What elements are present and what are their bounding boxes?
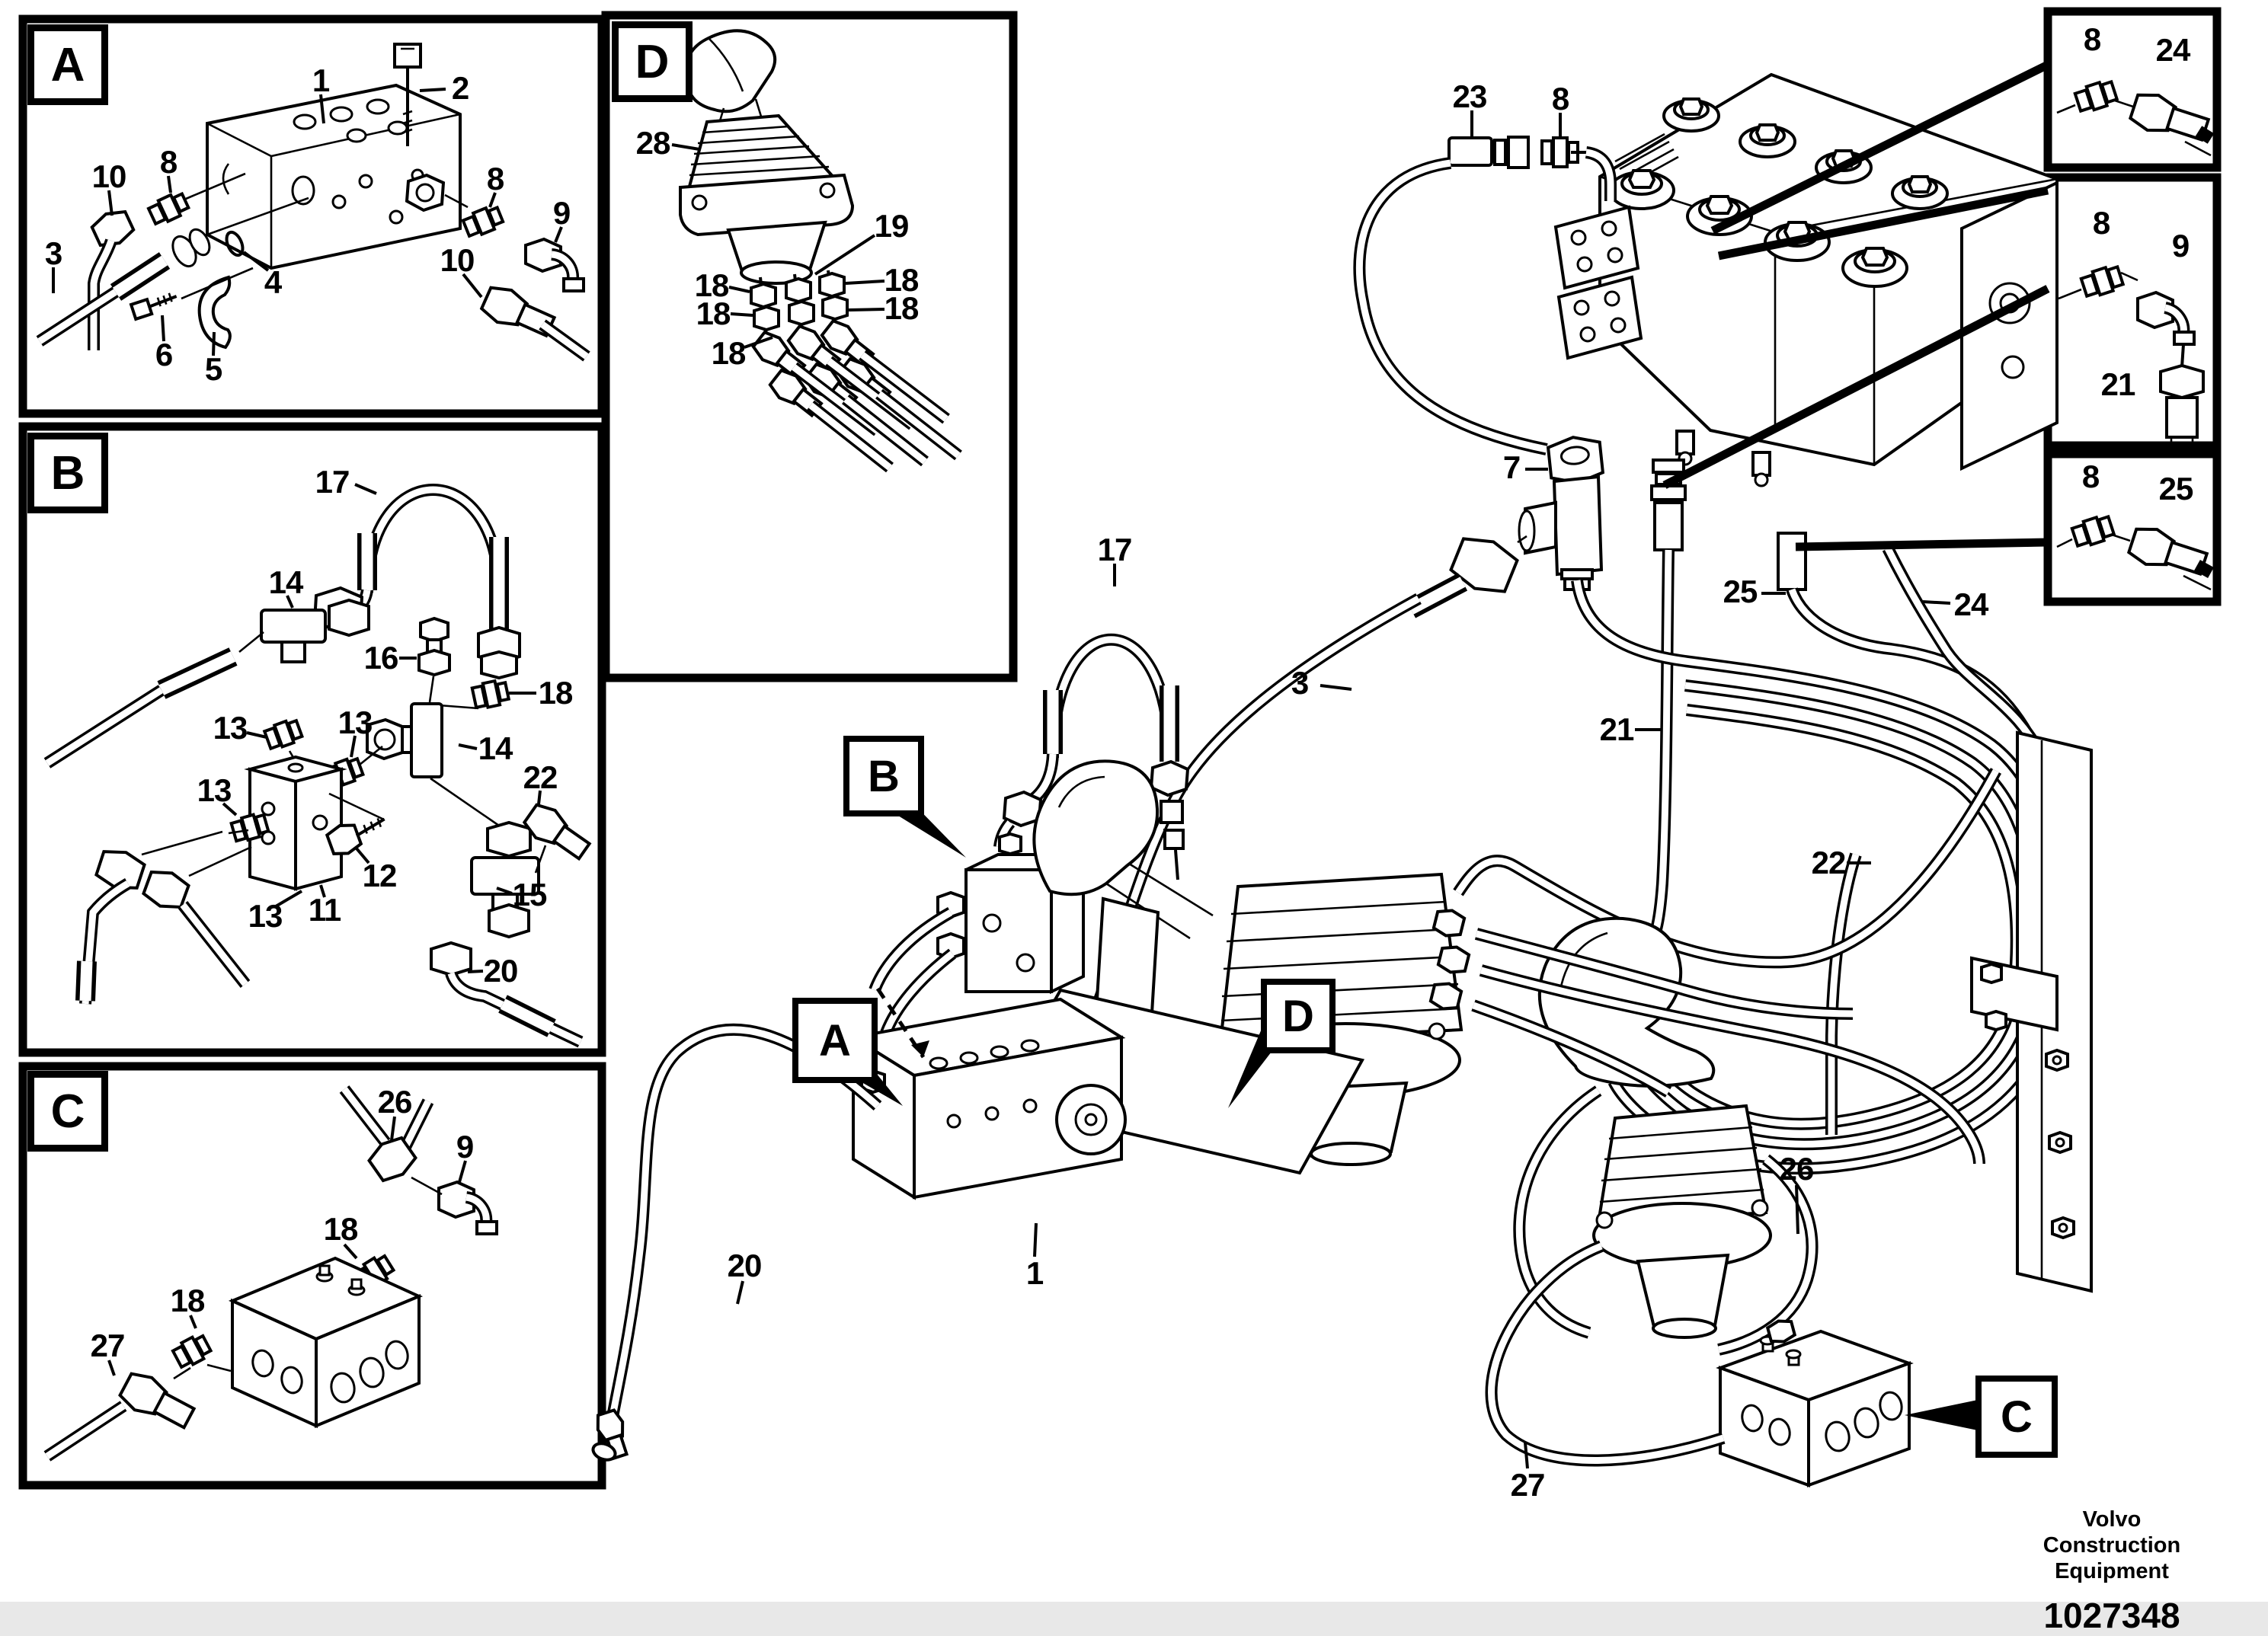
part-label-24: 24 xyxy=(1953,586,1988,622)
callout-letter-text: C xyxy=(2001,1392,2033,1442)
part-label-5: 5 xyxy=(204,351,222,387)
part-label-9: 9 xyxy=(2171,228,2190,264)
part-label-18: 18 xyxy=(323,1211,358,1247)
panel-letter-a xyxy=(27,24,108,105)
callout-letter-text: D xyxy=(1282,991,1314,1041)
part-label-8: 8 xyxy=(2083,21,2101,57)
part-label-2: 2 xyxy=(451,70,469,106)
part-label-23: 23 xyxy=(1452,78,1487,114)
part-label-9: 9 xyxy=(456,1129,474,1165)
part-label-13: 13 xyxy=(213,710,248,746)
part-label-21: 21 xyxy=(1599,711,1634,747)
part-label-18: 18 xyxy=(170,1283,205,1318)
part-label-27: 27 xyxy=(90,1328,125,1363)
part-label-25: 25 xyxy=(2158,471,2193,506)
part-label-12: 12 xyxy=(362,858,397,893)
part-label-26: 26 xyxy=(377,1084,412,1120)
part-label-10: 10 xyxy=(91,158,126,194)
part-label-6: 6 xyxy=(155,337,173,372)
brand-line-2: Equipment xyxy=(2055,1559,2169,1583)
part-label-8: 8 xyxy=(486,161,504,197)
callout-box-b xyxy=(843,736,924,816)
part-label-11: 11 xyxy=(308,892,341,928)
callout-box-d xyxy=(1261,979,1336,1053)
part-label-14: 14 xyxy=(478,730,513,766)
part-label-18: 18 xyxy=(694,267,729,303)
part-label-22: 22 xyxy=(523,759,558,795)
part-label-18: 18 xyxy=(884,290,919,326)
part-label-26: 26 xyxy=(1779,1151,1814,1187)
part-label-22: 22 xyxy=(1811,845,1846,880)
part-label-8: 8 xyxy=(159,144,178,180)
part-label-13: 13 xyxy=(248,898,283,934)
part-label-4: 4 xyxy=(264,264,282,300)
callout-letter-text: B xyxy=(868,751,900,801)
callout-box-a xyxy=(792,998,878,1083)
panel-letter-text: A xyxy=(50,38,85,91)
part-label-13: 13 xyxy=(197,772,232,808)
part-label-13: 13 xyxy=(337,705,373,740)
part-label-27: 27 xyxy=(1510,1467,1545,1503)
part-label-21: 21 xyxy=(2100,366,2135,402)
figure-number: 1027348 xyxy=(2043,1596,2180,1635)
part-label-1: 1 xyxy=(1025,1255,1044,1291)
part-label-20: 20 xyxy=(727,1248,762,1283)
part-label-17: 17 xyxy=(1097,532,1132,567)
part-label-28: 28 xyxy=(635,125,670,161)
part-label-10: 10 xyxy=(440,242,475,278)
part-label-1: 1 xyxy=(312,62,330,98)
part-label-8: 8 xyxy=(2092,205,2110,241)
part-label-24: 24 xyxy=(2155,32,2190,68)
callout-box-c xyxy=(1975,1376,2058,1458)
part-label-14: 14 xyxy=(268,564,303,600)
panel-letter-b xyxy=(27,433,108,513)
part-label-3: 3 xyxy=(44,235,62,271)
part-label-18: 18 xyxy=(696,296,731,331)
part-label-8: 8 xyxy=(1551,81,1569,117)
part-label-15: 15 xyxy=(512,877,547,912)
part-label-25: 25 xyxy=(1723,574,1758,609)
panel-letter-d xyxy=(612,21,693,102)
panel-letter-c xyxy=(27,1071,108,1152)
callout-letter-text: A xyxy=(819,1015,851,1066)
part-label-9: 9 xyxy=(552,195,571,231)
part-label-18: 18 xyxy=(538,675,573,711)
panel-letter-text: D xyxy=(635,35,670,88)
part-label-8: 8 xyxy=(2081,459,2100,494)
part-label-16: 16 xyxy=(363,640,398,676)
part-label-7: 7 xyxy=(1502,449,1521,485)
part-label-17: 17 xyxy=(315,464,350,500)
part-label-18: 18 xyxy=(711,335,746,371)
part-label-18: 18 xyxy=(884,262,919,298)
panel-letter-text: B xyxy=(50,446,85,500)
brand-line-1: Volvo Construction xyxy=(2042,1507,2181,1558)
part-label-20: 20 xyxy=(483,953,518,989)
part-label-19: 19 xyxy=(874,208,909,244)
part-label-3: 3 xyxy=(1291,665,1309,701)
panel-letter-text: C xyxy=(50,1085,85,1138)
footer xyxy=(2034,1507,2190,1636)
